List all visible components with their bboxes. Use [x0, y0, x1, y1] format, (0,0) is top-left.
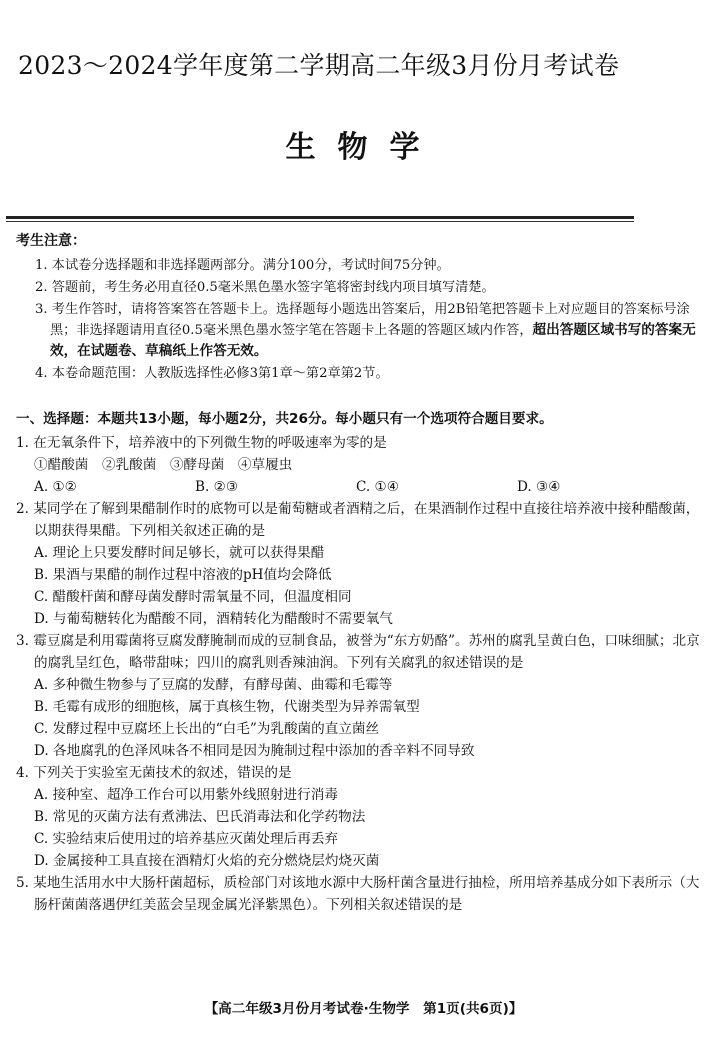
option-c: C. 醋酸杆菌和酵母菌发酵时需氧量不同，但温度相同 [34, 589, 352, 605]
page-footer: 【高二年级3月份月考试卷·生物学 第1页(共6页)】 [204, 1001, 523, 1017]
option-a: A. 多种微生物参与了豆腐的发酵，有酵母菌、曲霉和毛霉等 [34, 677, 393, 693]
candidate-notice [16, 230, 706, 385]
option-c: C. 发酵过程中豆腐坯上长出的“白毛”为乳酸菌的直立菌丝 [34, 721, 380, 737]
option-c: C. 实验结束后使用过的培养基应灭菌处理后再丢弃 [34, 831, 339, 847]
notice-item: 1. 本试卷分选择题和非选择题两部分。满分100分，考试时间75分钟。 [35, 258, 450, 273]
question-sub-items: ①醋酸菌 ②乳酸菌 ③酵母菌 ④草履虫 [34, 457, 293, 473]
question-5 [16, 872, 706, 916]
notice-item-text: 3. 考生作答时，请将答案答在答题卡上。选择题每小题选出答案后，用2B铅笔把答题卡上对应题目的答案标号涂黑；非选择题请用直径0.5毫米黑色墨水签字笔在答题卡上各题的答题区域内作答， [35, 302, 690, 338]
question-1 [16, 432, 706, 498]
options-row [16, 476, 706, 498]
notice-item-emphasis: 超出答题区域书写的答案无效，在试题卷、草稿纸上作答无效。 [50, 322, 696, 359]
option-d: D. 金属接种工具直接在酒精灯火焰的充分燃烧层灼烧灭菌 [34, 853, 380, 869]
section-heading: 一、选择题：本题共13小题，每小题2分，共26分。每小题只有一个选项符合题目要求。 [16, 411, 553, 427]
question-3 [16, 630, 706, 762]
option-b: B. 毛霉有成形的细胞核，属于真核生物，代谢类型为异养需氧型 [34, 699, 420, 715]
option-c: C. ①④ [356, 479, 399, 495]
question-stem: 2. 某同学在了解到果醋制作时的底物可以是葡萄糖或者酒精之后，在果酒制作过程中直接往培养液中接种醋酸菌，以期获得果醋。下列相关叙述正确的是 [16, 501, 700, 539]
option-b: B. ②③ [195, 479, 239, 495]
option-a: A. 理论上只要发酵时间足够长，就可以获得果醋 [34, 545, 325, 561]
question-stem: 1. 在无氧条件下，培养液中的下列微生物的呼吸速率为零的是 [16, 435, 387, 451]
option-d: D. ③④ [517, 479, 561, 495]
option-d: D. 各地腐乳的色泽风味各不相同是因为腌制过程中添加的香辛料不同导致 [34, 743, 475, 759]
option-a: A. ①② [34, 479, 77, 495]
question-section [16, 408, 706, 916]
question-2 [16, 498, 706, 630]
header-divider-thick [6, 216, 634, 219]
notice-item: 4. 本卷命题范围：人教版选择性必修3第1章～第2章第2节。 [35, 366, 389, 381]
exam-title: 2023～2024学年度第二学期高二年级3月份月考试卷 [18, 51, 620, 80]
subject-title: 生物学 [285, 130, 442, 165]
option-d: D. 与葡萄糖转化为醋酸不同，酒精转化为醋酸时不需要氧气 [34, 611, 393, 627]
notice-title: 考生注意： [16, 233, 86, 249]
notice-item [16, 299, 706, 362]
option-a: A. 接种室、超净工作台可以用紫外线照射进行消毒 [34, 787, 338, 803]
option-b: B. 果酒与果醋的制作过程中溶液的pH值均会降低 [34, 567, 332, 583]
option-b: B. 常见的灭菌方法有煮沸法、巴氏消毒法和化学药物法 [34, 809, 366, 825]
notice-item: 2. 答题前，考生务必用直径0.5毫米黑色墨水签字笔将密封线内项目填写清楚。 [35, 280, 495, 295]
question-stem: 5. 某地生活用水中大肠杆菌超标，质检部门对该地水源中大肠杆菌含量进行抽检，所用培养基成分如下表所示（大肠杆菌菌落遇伊红美蓝会呈现金属光泽紫黑色）。下列相关叙述错误的是 [16, 875, 700, 913]
question-4 [16, 762, 706, 872]
question-stem: 3. 霉豆腐是利用霉菌将豆腐发酵腌制而成的豆制食品，被誉为“东方奶酪”。苏州的腐乳呈黄白色，口味细腻；北京的腐乳呈红色，略带甜味；四川的腐乳则香辣油润。下列有关腐乳的叙述错误的是 [16, 633, 700, 671]
question-stem: 4. 下列关于实验室无菌技术的叙述，错误的是 [16, 765, 292, 781]
header-divider-thin [6, 221, 634, 222]
